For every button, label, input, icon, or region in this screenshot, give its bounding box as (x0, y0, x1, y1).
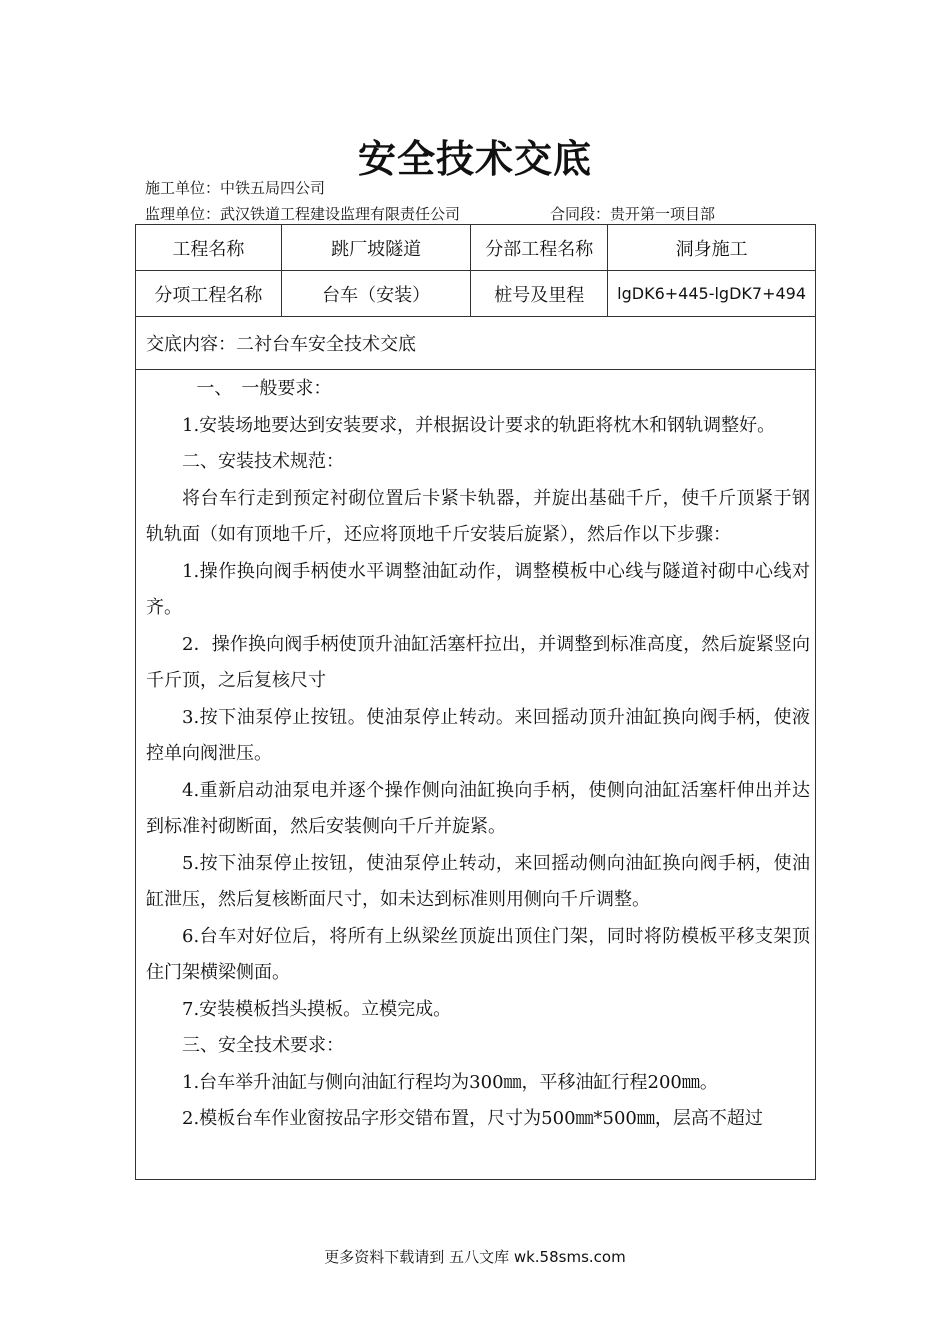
item-name-value: 台车（安装） (281, 271, 471, 317)
supervision-unit: 监理单位：武汉铁道工程建设监理有限责任公司 (145, 205, 461, 223)
paragraph: 4.重新启动油泵电并逐个操作侧向油缸换向手柄，使侧向油缸活塞杆伸出并达到标准衬砌断面，然后安装侧向千斤并旋紧。 (146, 779, 810, 837)
section-heading-safety: 三、安全技术要求： (182, 1035, 344, 1056)
paragraph: 1.台车举升油缸与侧向油缸行程均为300㎜，平移油缸行程200㎜。 (182, 1071, 718, 1093)
paragraph: 5.按下油泵停止按钮，使油泵停止转动，来回摇动侧向油缸换向阀手柄，使油缸泄压，然后复核断面尺寸，如未达到标准则用侧向千斤调整。 (146, 852, 810, 910)
paragraph: 2．操作换向阀手柄使顶升油缸活塞杆拉出，并调整到标准高度，然后旋紧竖向千斤顶，之后复核尺寸 (146, 633, 810, 691)
content-box (135, 317, 816, 1180)
project-name-label: 工程名称 (136, 225, 282, 271)
paragraph: 1.安装场地要达到安装要求，并根据设计要求的轨距将枕木和钢轨调整好。 (182, 414, 776, 436)
section-heading-install: 二、安装技术规范： (182, 451, 344, 472)
content-header-row (136, 317, 815, 370)
sub-project-name-label: 分部工程名称 (471, 225, 608, 271)
paragraph: 3.按下油泵停止按钮。使油泵停止转动。来回摇动顶升油缸换向阀手柄，使液控单向阀泄压。 (146, 706, 810, 764)
chainage-value: lgDK6+445-lgDK7+494 (608, 271, 816, 317)
document-title: 安全技术交底 (357, 137, 592, 181)
project-info-table (135, 224, 816, 317)
table-row (136, 225, 816, 271)
paragraph: 6.台车对好位后，将所有上纵梁丝顶旋出顶住门架，同时将防模板平移支架顶住门架横梁侧面。 (146, 925, 810, 983)
paragraph: 1.操作换向阀手柄使水平调整油缸动作，调整模板中心线与隧道衬砌中心线对齐。 (146, 560, 810, 618)
table-row (136, 271, 816, 317)
contract-section: 合同段：贵开第一项目部 (550, 205, 716, 223)
content-header: 交底内容：二衬台车安全技术交底 (146, 334, 416, 355)
paragraph: 2.模板台车作业窗按品字形交错布置，尺寸为500㎜*500㎜，层高不超过 (182, 1108, 763, 1129)
construction-unit: 施工单位：中铁五局四公司 (145, 179, 326, 197)
chainage-label: 桩号及里程 (471, 271, 608, 317)
briefing-body (146, 371, 810, 1138)
paragraph: 将台车行走到预定衬砌位置后卡紧卡轨器，并旋出基础千斤，使千斤顶紧于钢轨轨面（如有顶地千斤，还应将顶地千斤安装后旋紧），然后作以下步骤： (146, 487, 810, 545)
footer-text: 更多资料下载请到 五八文库 wk.58sms.com (324, 1248, 626, 1266)
paragraph: 7.安装模板挡头摸板。立模完成。 (182, 998, 452, 1020)
item-name-label: 分项工程名称 (136, 271, 282, 317)
project-name-value: 跳厂坡隧道 (281, 225, 471, 271)
sub-project-name-value: 洞身施工 (608, 225, 816, 271)
section-heading-general: 一、 一般要求： (196, 378, 332, 399)
